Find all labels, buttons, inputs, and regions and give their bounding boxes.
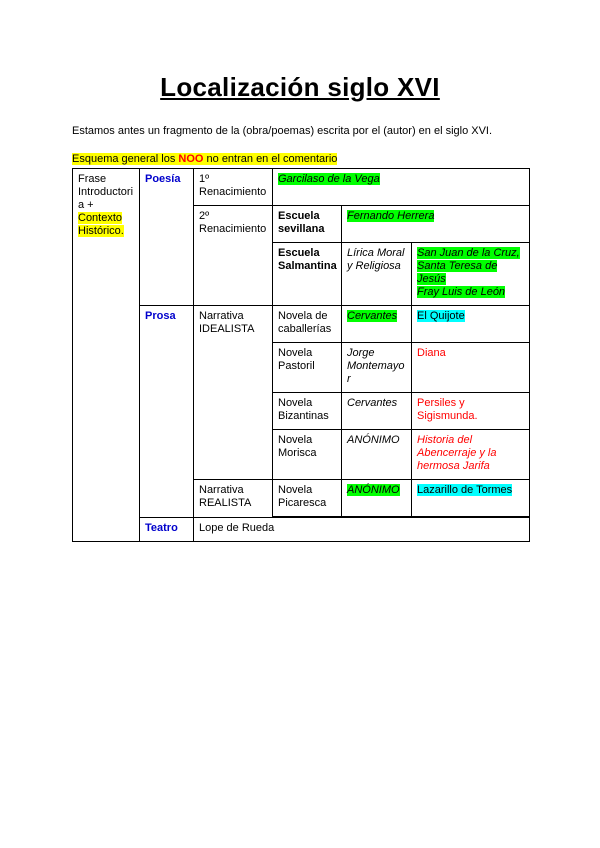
intro-text: Estamos antes un fragmento de la (obra/poemas) escrita por el (autor) en el siglo XVI. [72, 125, 493, 137]
quijote-text: El Quijote [417, 310, 465, 322]
cell-pastoril: Novela Pastoril [273, 343, 342, 393]
garcilaso-text: Garcilaso de la Vega [278, 173, 380, 185]
cell-herrera [342, 206, 530, 243]
cell-anonimo-1: ANÓNIMO [342, 430, 412, 480]
caption-suffix: no entran en el comentario [203, 153, 338, 165]
caption-prefix: Esquema general los [72, 153, 179, 165]
cell-lazarillo [412, 480, 530, 517]
cell-rueda: Lope de Rueda [194, 518, 530, 542]
literature-table [72, 168, 530, 542]
genre-teatro: Teatro [140, 518, 194, 542]
fray-luis-text: Fray Luis de León [417, 286, 506, 298]
cell-morisca: Novela Morisca [273, 430, 342, 480]
cell-abencerraje: Historia del Abencerraje y la hermosa Jarifa [412, 430, 530, 480]
intro-cell-highlight: Contexto Histórico. [78, 212, 124, 237]
herrera-text: Fernando Herrera [347, 210, 435, 222]
cell-bizantinas: Novela Bizantinas [273, 393, 342, 430]
cell-cervantes-1 [342, 306, 412, 343]
cell-cervantes-2: Cervantes [342, 393, 412, 430]
cell-persiles: Persiles y Sigismunda. [412, 393, 530, 430]
cell-diana: Diana [412, 343, 530, 393]
cell-montemayor: Jorge Montemayor [342, 343, 412, 393]
genre-poesia: Poesía [140, 169, 194, 306]
genre-prosa: Prosa [140, 306, 194, 518]
caption-noo: NOO [178, 153, 204, 165]
santa-teresa-text: Santa Teresa de Jesús [417, 260, 498, 285]
cell-caballerias: Novela de caballerías [273, 306, 342, 343]
cell-escuela-salmantina: Escuela Salmantina [273, 243, 342, 306]
cell-picaresca: Novela Picaresca [273, 480, 342, 517]
san-juan-text: San Juan de la Cruz, [417, 247, 520, 259]
cell-quijote [412, 306, 530, 343]
cell-renacimiento-2: 2º Renacimiento [194, 206, 273, 306]
lazarillo-text: Lazarillo de Tormes [417, 484, 513, 496]
cell-mystics [412, 243, 530, 306]
cell-lirica: Lírica Moral y Religiosa [342, 243, 412, 306]
anonimo-2-text: ANÓNIMO [347, 484, 400, 496]
cell-garcilaso [273, 169, 530, 206]
cell-anonimo-2 [342, 480, 412, 517]
cervantes-1-text: Cervantes [347, 310, 398, 322]
table-caption [72, 153, 337, 165]
cell-narrativa-realista: Narrativa REALISTA [194, 480, 273, 518]
cell-renacimiento-1: 1º Renacimiento [194, 169, 273, 206]
cell-escuela-sevillana: Escuela sevillana [273, 206, 342, 243]
intro-cell [73, 169, 140, 542]
cell-narrativa-idealista: Narrativa IDEALISTA [194, 306, 273, 480]
page-title: Localización siglo XVI [160, 72, 440, 102]
intro-cell-line1: Frase Introductoria + [78, 173, 134, 211]
